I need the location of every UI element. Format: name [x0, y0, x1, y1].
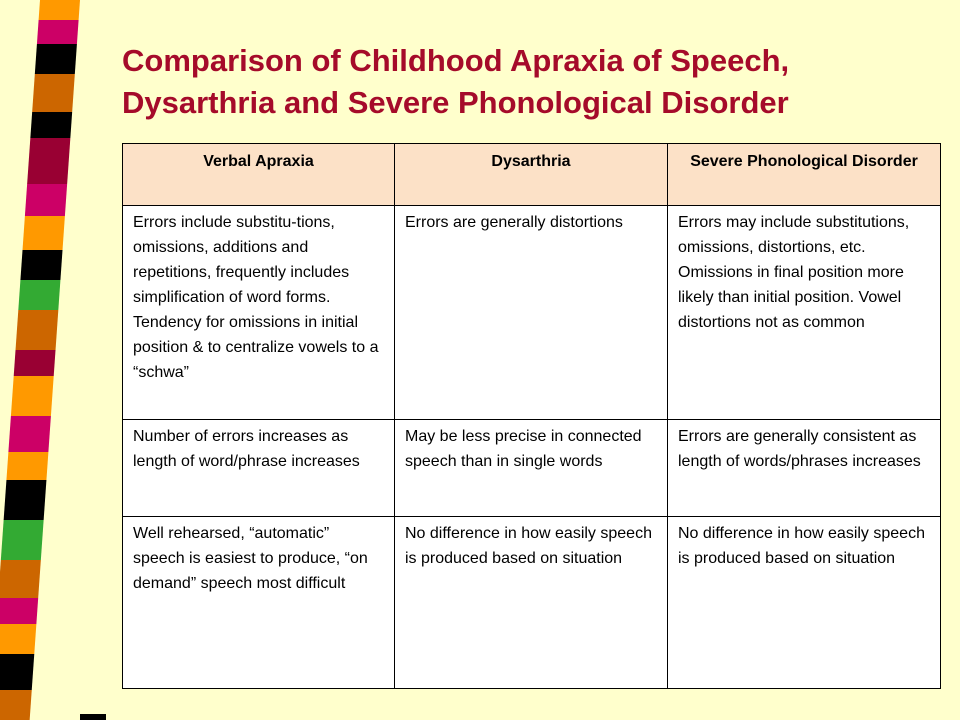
- stripe-band: [0, 624, 36, 654]
- stripe-band: [14, 350, 56, 376]
- header-severe-phonological-disorder: Severe Phonological Disorder: [668, 144, 941, 206]
- table-cell: Errors are generally consistent as length of words/phrases increases: [668, 420, 941, 517]
- stripe-band: [1, 520, 44, 560]
- table-cell: No difference in how easily speech is produced based on situation: [668, 517, 941, 689]
- stripe-band: [6, 452, 48, 480]
- table-row: [123, 206, 941, 420]
- stripe-band: [0, 598, 38, 624]
- stripe-band: [11, 376, 54, 416]
- stripe-band: [18, 280, 60, 310]
- stripe-band: [35, 44, 77, 74]
- stripe-band: [23, 216, 65, 250]
- table-row: [123, 517, 941, 689]
- table-cell: May be less precise in connected speech than in single words: [395, 420, 668, 517]
- header-dysarthria: Dysarthria: [395, 144, 668, 206]
- header-verbal-apraxia: Verbal Apraxia: [123, 144, 395, 206]
- stripe-band: [39, 0, 80, 20]
- table-header-row: [123, 144, 941, 206]
- comparison-table: [122, 143, 941, 689]
- stripe-band: [27, 138, 70, 184]
- stripe-band: [20, 250, 62, 280]
- stripe-band: [25, 184, 67, 216]
- stripe-band: [16, 310, 59, 350]
- table-cell: Errors include substitu-tions, omissions, additions and repetitions, frequently includes simplification of word forms. Tendency for omissions in initial position & to centralize vowels to a “schwa”: [123, 206, 395, 420]
- table-row: [123, 420, 941, 517]
- stripe-band: [4, 480, 47, 520]
- stripe-band: [32, 74, 75, 112]
- table-cell: No difference in how easily speech is produced based on situation: [395, 517, 668, 689]
- slide-title-line: Dysarthria and Severe Phonological Disorder: [122, 85, 789, 120]
- table-cell: Errors may include substitutions, omissions, distortions, etc. Omissions in final position more likely than initial position. Vowel distortions not as common: [668, 206, 941, 420]
- slide-title-line: Comparison of Childhood Apraxia of Speech,: [122, 43, 790, 78]
- table-cell: Errors are generally distortions: [395, 206, 668, 420]
- slide-title: [122, 40, 952, 124]
- stripe-band: [30, 112, 72, 138]
- stripe-band: [0, 654, 34, 690]
- table-cell: Number of errors increases as length of word/phrase increases: [123, 420, 395, 517]
- stripe-corner: [80, 714, 106, 720]
- stripe-band: [0, 690, 32, 720]
- stripe-band: [8, 416, 51, 452]
- stripe-band: [37, 20, 79, 44]
- table-cell: Well rehearsed, “automatic” speech is easiest to produce, “on demand” speech most difficult: [123, 517, 395, 689]
- stripe-band: [0, 560, 41, 598]
- decorative-stripe: [0, 0, 112, 720]
